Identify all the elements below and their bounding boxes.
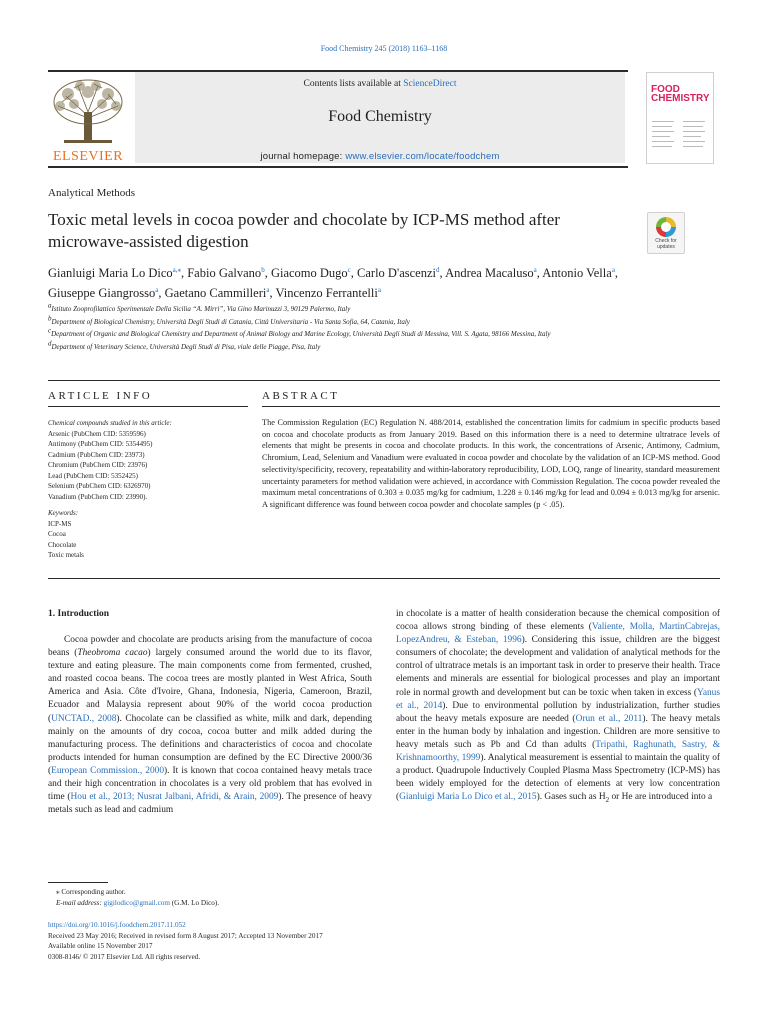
available-online: Available online 15 November 2017 [48, 942, 153, 950]
article-info-column [48, 418, 248, 561]
cover-title-line: FOOD [651, 84, 680, 95]
body-text: ). Considering this issue, children are the biggest consumers of chocolate; the development and validation of analytical methods for the control of ultratrace metals is an important task in order to preserve their health. Trace elements and minerals are essential for biological processes and play an important role in normal growth and development but can be toxic when taken in excess ( [396, 635, 720, 698]
cover-text-line [683, 136, 701, 137]
article-info-rule [48, 406, 248, 407]
homepage-link[interactable]: www.elsevier.com/locate/foodchem [345, 151, 500, 162]
author-name: Fabio Galvano [187, 266, 262, 280]
journal-cover-thumbnail[interactable] [646, 72, 714, 164]
compound-item: Lead (PubChem CID: 5352425) [48, 471, 139, 480]
footnote-rule [48, 882, 108, 883]
compound-item: Cadmium (PubChem CID: 23973) [48, 450, 145, 459]
check-for-updates-label: Check for updates [655, 238, 677, 250]
affiliation-marker: a [48, 301, 52, 310]
affiliation [48, 326, 648, 341]
introduction-heading: 1. Introduction [48, 609, 110, 619]
body-text: ). Analytical measurement is essential to maintain the quality of a product. Quadrupole Inductively Coupled Plasma Mass Spectrometry (ICP-MS) has been widely employed for the detection of elements at very low concentration ( [396, 753, 721, 803]
abstract-rule [262, 406, 720, 407]
citation-link[interactable]: Valiente, Molla, MartinCabrejas, LopezAndreu, & Esteban, 1996 [396, 622, 720, 646]
journal-homepage [135, 151, 625, 162]
author-name: Giuseppe Giangrosso [48, 286, 156, 300]
citation-link[interactable]: Hou et al., 2013; Nusrat Jalbani, Afridi, & Arain, 2009 [70, 792, 279, 803]
abstract-text: The Commission Regulation (EC) Regulation N. 488/2014, established the concentration limits for cadmium in specific products based on cocoa and chocolate products as from January 2019. Based on this information there is a need to determine ultratrace levels of elements that might be presents in cocoa and chocolate products. In this work, the concentrations of Arsenic, Antimony, Cadmium, Chromium, Lead, Selenium and Vanadium were evaluated in cocoa powder and chocolate by the validation of an ICP-MS method. Good selectivity/specificity, recovery, repeatability and within-laboratory reproducibility, LOD, LOQ, range of linearity, standard measurement uncertainty parameters for method validation were achieved, in accordance with Commission Regulation. The cocoa powder revealed the maximum metal concentrations of 0.303 ± 0.035 mg/kg for cadmium, 1.228 ± 0.146 mg/kg for lead and 0.094 ± 0.013 mg/kg for arsenic. A significant difference was found between cocoa powder and chocolate samples (p < .05). [262, 418, 720, 509]
introduction-right-column [396, 608, 720, 807]
paper-title: Toxic metal levels in cocoa powder and chocolate by ICP-MS method after microwave-assisted digestion [48, 210, 560, 251]
cover-text-line [652, 141, 674, 142]
affiliation-list [48, 301, 648, 354]
header-rule [48, 166, 628, 168]
email-note [48, 898, 548, 909]
email-link[interactable]: gigilodico@gmail.com [103, 898, 170, 907]
contents-prefix: Contents lists available at [303, 79, 404, 89]
header-rule [48, 70, 628, 72]
author-affiliation-marker[interactable]: a [155, 285, 159, 294]
email-label: E-mail address: [56, 898, 104, 907]
subscript: 2 [605, 796, 610, 805]
author-affiliation-marker[interactable]: b [261, 265, 265, 274]
body-text: ). The presence of heavy metals such as lead and cadmium [48, 792, 372, 816]
received-dates: Received 23 May 2016; Received in revised form 8 August 2017; Accepted 13 November 2017 [48, 931, 323, 940]
author-name: Carlo D'ascenzi [357, 266, 436, 280]
affiliation-marker: c [48, 326, 52, 335]
keyword-item: Toxic metals [48, 551, 84, 559]
affiliation-text: Department of Biological Chemistry, Università Degli Studi di Catania, Città Universitaria - Via Santa Sofia, 64, Catania, Italy [51, 317, 410, 326]
affiliation [48, 339, 648, 354]
compound-item: Vanadium (PubChem CID: 23990). [48, 492, 148, 501]
cover-text-line [652, 126, 672, 127]
citation-link[interactable]: European Commission., 2000 [51, 765, 165, 776]
affiliation-marker: b [48, 314, 52, 323]
copyright: 0308-8146/ © 2017 Elsevier Ltd. All rights reserved. [48, 952, 201, 961]
keyword-item: Cocoa [48, 530, 66, 538]
keywords-label: Keywords: [48, 509, 79, 517]
compound-item: Chromium (PubChem CID: 23976) [48, 461, 148, 469]
compound-item: Arsenic (PubChem CID: 5359596) [48, 429, 146, 438]
cover-text-line [683, 126, 703, 127]
homepage-prefix: journal homepage: [260, 151, 346, 162]
author-name: Gaetano Cammilleri [164, 286, 267, 300]
crossmark-icon [656, 217, 676, 237]
author-name: Andrea Macaluso [445, 266, 534, 280]
cover-text-line [683, 146, 703, 147]
citation-link[interactable]: Yanus et al., 2014 [396, 687, 720, 711]
author-affiliation-marker[interactable]: d [436, 265, 440, 274]
journal-title: Food Chemistry [328, 108, 432, 125]
section-rule [48, 578, 720, 579]
sciencedirect-link[interactable]: ScienceDirect [403, 79, 457, 89]
affiliation [48, 301, 648, 316]
publication-info [48, 920, 548, 962]
author-affiliation-marker[interactable]: a [611, 265, 615, 274]
affiliation-text: Department of Veterinary Science, Università Degli Studi di Pisa, viale delle Piagge, Pisa, Italy [51, 342, 321, 351]
author-affiliation-marker[interactable]: c [347, 265, 351, 274]
email-suffix: (G.M. Lo Dico). [169, 898, 220, 907]
cover-text-line [683, 141, 705, 142]
author-affiliation-marker[interactable]: a [377, 285, 381, 294]
author-affiliation-marker[interactable]: a [533, 265, 537, 274]
citation-link[interactable]: Tripathi, Raghunath, Sastry, & Krishnamoorthy, 1999 [396, 739, 721, 764]
cover-title [651, 85, 710, 103]
cover-text-line [652, 131, 674, 132]
affiliation-text: Istituto Zooprofilattico Sperimentale Della Sicilia “A. Mirri”, Via Gino Marinuzzi 3, 90129 Palermo, Italy [51, 305, 351, 313]
abstract-heading: ABSTRACT [262, 390, 340, 402]
body-text: ). Chocolate can be classified as white, milk and dark, depending mainly on the amounts of dry cocoa, cocoa butter and milk added during the manufacturing process. The definitions and characteristics of cocoa and chocolate products intended for human consumption are defined by the EC Directive 2000/36 ( [48, 713, 372, 776]
keyword-item: ICP-MS [48, 519, 72, 528]
body-text: ) largely consumed around the world due to its flavor, texture and eating pleasure. The main components come from fermented, crushed, and roasted cocoa beans. The cocoa trees are mostly planted in West Africa, South America and Asia. Côte d'Ivoire, Ghana, Indonesia, Nigeria, Cameroon, Brazil, Ecuador and Malaysia represent about 90% of the world cocoa production ( [48, 648, 373, 724]
author-name: Gianluigi Maria Lo Dico [48, 266, 173, 280]
contents-available [135, 79, 625, 89]
author-list: Gianluigi Maria Lo Dico$^{a,⁎}$, Fabio Galvano$^b$, Giacomo Dugo$^c$, Carlo D'ascenzi$^d$, Andrea Macaluso$^a$, Antonio Vella$^a$, Giuseppe Giangrosso$^a$, Gaetano Cammilleri$^a$, Vincenzo Ferrantelli$^a$ [48, 265, 619, 300]
doi-link[interactable]: https://doi.org/10.1016/j.foodchem.2017.11.052 [48, 921, 186, 929]
body-text: Cocoa powder and chocolate are products arising from the manufacture of cocoa beans ( [48, 635, 372, 659]
cover-text-line [683, 131, 705, 132]
compound-item: Selenium (PubChem CID: 6326970) [48, 482, 151, 490]
body-text: in chocolate is a matter of health consideration because the chemical composition of cocoa allows strong binding of these elements ( [396, 609, 720, 633]
author-name: Antonio Vella [542, 266, 612, 280]
cover-text-line [652, 146, 672, 147]
author-name: Vincenzo Ferrantelli [275, 286, 378, 300]
body-text: ). The heavy metals enter in the human body by inhalation and ingestion. Children are more sensitive to heavy metals such as Pb and Cd than adults ( [396, 713, 721, 750]
introduction-left-column [48, 634, 372, 817]
body-text: ). It is known that cocoa contained heavy metals trace and their high concentration in chocolates is a very old problem that has evolved in time ( [48, 765, 372, 803]
article-info-heading: ARTICLE INFO [48, 390, 153, 402]
compound-item: Antimony (PubChem CID: 5354495) [48, 440, 153, 448]
cover-text-line [683, 121, 705, 122]
body-text: or He are introduced into a [609, 792, 713, 803]
corresponding-author-note: ⁎ Corresponding author. [56, 888, 126, 896]
footnotes [48, 887, 548, 908]
author-affiliation-marker[interactable]: a [266, 285, 270, 294]
keyword-item: Chocolate [48, 540, 77, 549]
compounds-label: Chemical compounds studied in this article: [48, 419, 172, 427]
body-text: ). Gases such as H [536, 792, 606, 803]
affiliation-marker: d [48, 339, 52, 348]
affiliation [48, 314, 648, 329]
affiliation-text: Department of Organic and Biological Chemistry and Department of Animal Biology and Marine Ecology, Università Degli Studi di Messina, Vill. S. Agata, 98166 Messina, Italy [51, 330, 551, 338]
citation-link[interactable]: Gianluigi Maria Lo Dico et al., 2015 [399, 792, 537, 803]
species-name: Theobroma cacao [77, 648, 148, 659]
journal-citation[interactable]: Food Chemistry 245 (2018) 1163–1168 [320, 44, 448, 53]
citation-link[interactable]: Orun et al., 2011 [575, 713, 643, 724]
cover-text-line [652, 136, 670, 137]
author-affiliation-marker[interactable]: a,⁎ [172, 265, 181, 274]
elsevier-wordmark: ELSEVIER [52, 149, 124, 164]
cover-text-line [652, 121, 674, 122]
citation-link[interactable]: UNCTAD., 2008 [51, 713, 117, 724]
article-section-label: Analytical Methods [48, 187, 136, 199]
check-for-updates-button[interactable] [647, 212, 685, 254]
cover-title-line: CHEMISTRY [651, 93, 710, 104]
compound-list [48, 429, 248, 503]
keyword-list [48, 519, 248, 561]
section-rule [48, 380, 720, 381]
author-name: Giacomo Dugo [270, 266, 348, 280]
body-text: ). Due to environmental pollution by industrialization, further studies about the heavy metals exposure are needed ( [396, 700, 720, 724]
